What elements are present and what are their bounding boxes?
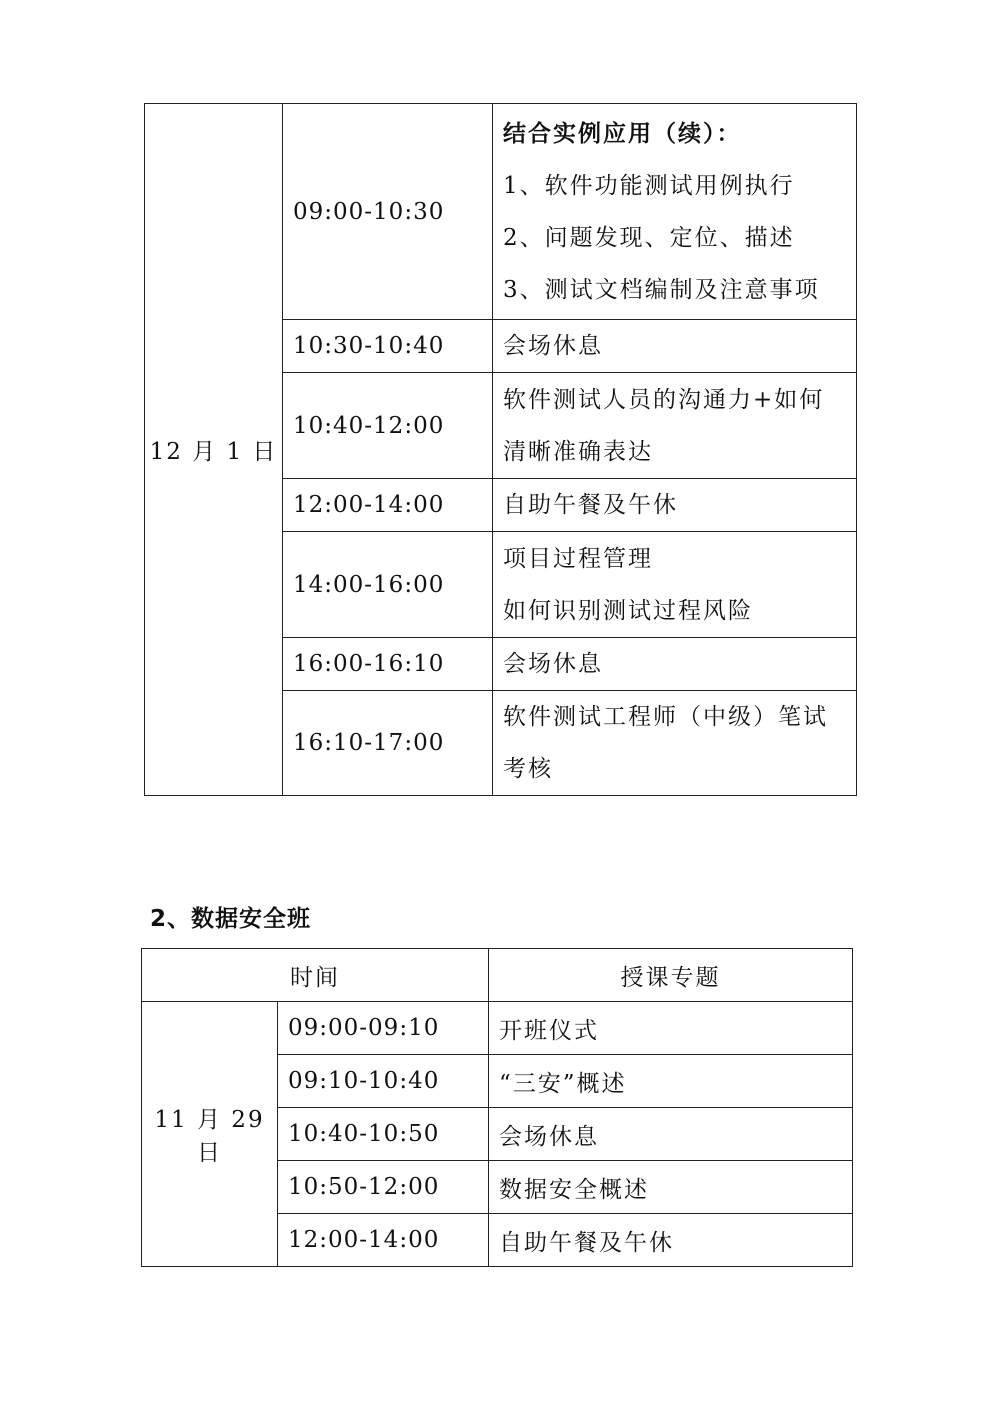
schedule-table-2 [141,948,853,1267]
time-cell: 12:00-14:00 [278,1214,489,1267]
topic-cell [493,638,857,691]
topic-line: 2、问题发现、定位、描述 [503,224,795,251]
time-cell: 10:50-12:00 [278,1161,489,1214]
schedule-table-1 [144,103,857,796]
topic-line: 软件测试工程师（中级）笔试 [503,704,828,730]
time-cell: 09:00-10:30 [283,104,493,320]
time-cell: 10:40-12:00 [283,373,493,479]
topic-cell [493,479,857,532]
topic-cell [493,373,857,479]
topic-cell: 开班仪式 [489,1002,853,1055]
topic-line: 项目过程管理 [503,545,653,572]
topic-cell: 会场休息 [489,1108,853,1161]
topic-cell [493,104,857,320]
topic-line: 结合实例应用（续）： [503,119,742,147]
topic-line: 自助午餐及午休 [503,492,678,518]
header-time: 时间 [142,949,489,1002]
topic-line: 1、软件功能测试用例执行 [503,172,795,199]
topic-cell: 自助午餐及午休 [489,1214,853,1267]
time-cell: 09:00-09:10 [278,1002,489,1055]
time-cell: 10:40-10:50 [278,1108,489,1161]
topic-line: 会场休息 [503,333,603,359]
time-cell: 12:00-14:00 [283,479,493,532]
topic-line: 考核 [503,756,553,782]
topic-cell [493,532,857,638]
topic-line: 如何识别测试过程风险 [503,597,753,624]
section-heading: 2、数据安全班 [150,906,312,932]
topic-line: 3、测试文档编制及注意事项 [503,276,820,303]
topic-line: 清晰准确表达 [503,438,653,465]
date-cell: 12 月 1 日 [145,104,283,796]
header-topic: 授课专题 [489,949,853,1002]
topic-cell: “三安”概述 [489,1055,853,1108]
date-cell: 11 月 29 日 [142,1002,278,1267]
topic-cell [493,320,857,373]
topic-cell: 数据安全概述 [489,1161,853,1214]
time-cell: 09:10-10:40 [278,1055,489,1108]
topic-line: 会场休息 [503,651,603,677]
time-cell: 14:00-16:00 [283,532,493,638]
time-cell: 16:00-16:10 [283,638,493,691]
topic-cell [493,691,857,796]
time-cell: 10:30-10:40 [283,320,493,373]
topic-line: 软件测试人员的沟通力+如何 [503,386,825,413]
time-cell: 16:10-17:00 [283,691,493,796]
